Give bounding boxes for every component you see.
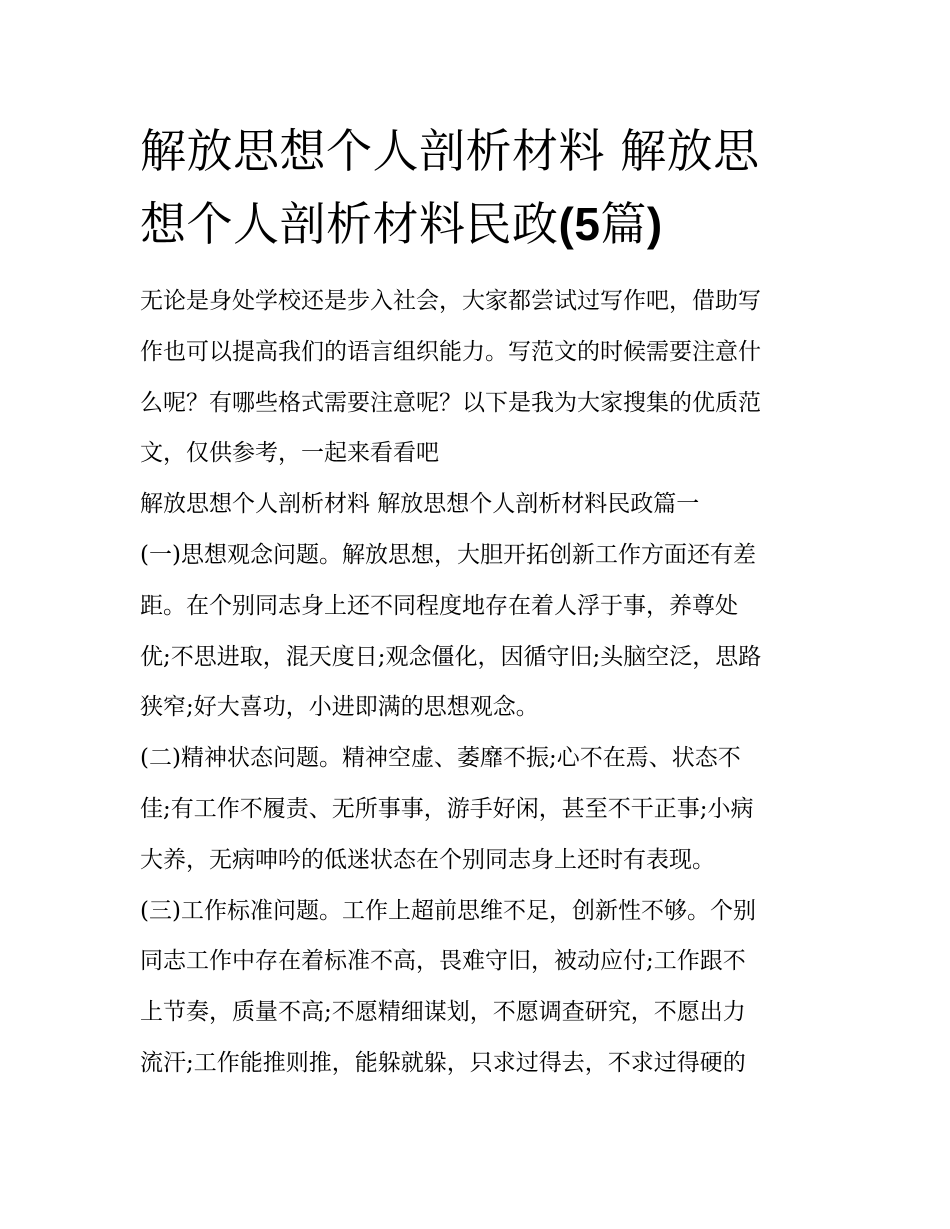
body-line: (三)工作标准问题。工作上超前思维不足，创新性不够。个别 — [140, 897, 756, 924]
document-body — [140, 280, 820, 1093]
body-line: (二)精神状态问题。精神空虚、萎靡不振;心不在焉、状态不 — [140, 745, 741, 772]
title-line-2-text: 想个人剖析材料民政 — [140, 197, 559, 251]
title-count-unit: 篇 — [600, 197, 647, 251]
title-paren-close: ) — [646, 198, 663, 250]
body-line: 文，仅供参考，一起来看看吧 — [140, 440, 439, 467]
document-title — [140, 115, 820, 261]
section-heading: 解放思想个人剖析材料 解放思想个人剖析材料民政篇一 — [140, 491, 700, 518]
body-line: 狭窄;好大喜功，小进即满的思想观念。 — [140, 694, 539, 721]
body-line: 无论是身处学校还是步入社会，大家都尝试过写作吧，借助写 — [140, 288, 761, 314]
body-line: 上节奏，质量不高;不愿精细谋划，不愿调查研究，不愿出力 — [140, 999, 746, 1026]
body-line: 距。在个别同志身上还不同程度地存在着人浮于事，养尊处 — [140, 592, 738, 619]
body-line: 大养，无病呻吟的低迷状态在个别同志身上还时有表现。 — [140, 846, 715, 873]
body-line: 佳;有工作不履责、无所事事，游手好闲，甚至不干正事;小病 — [140, 795, 754, 822]
body-line: 流汗;工作能推则推，能躲就躲，只求过得去，不求过得硬的 — [140, 1049, 746, 1076]
body-line: 作也可以提高我们的语言组织能力。写范文的时候需要注意什 — [140, 338, 761, 365]
title-count: (5 — [558, 198, 601, 250]
body-line: (一)思想观念问题。解放思想，大胆开拓创新工作方面还有差 — [140, 541, 756, 568]
title-line-2 — [140, 197, 663, 251]
body-line: 同志工作中存在着标准不高，畏难守旧，被动应付;工作跟不 — [140, 948, 746, 975]
title-line-1: 解放思想个人剖析材料 解放思 — [140, 124, 760, 178]
body-line: 么呢？有哪些格式需要注意呢？以下是我为大家搜集的优质范 — [140, 389, 761, 416]
body-line: 优;不思进取，混天度日;观念僵化，因循守旧;头脑空泛，思路 — [140, 643, 762, 670]
